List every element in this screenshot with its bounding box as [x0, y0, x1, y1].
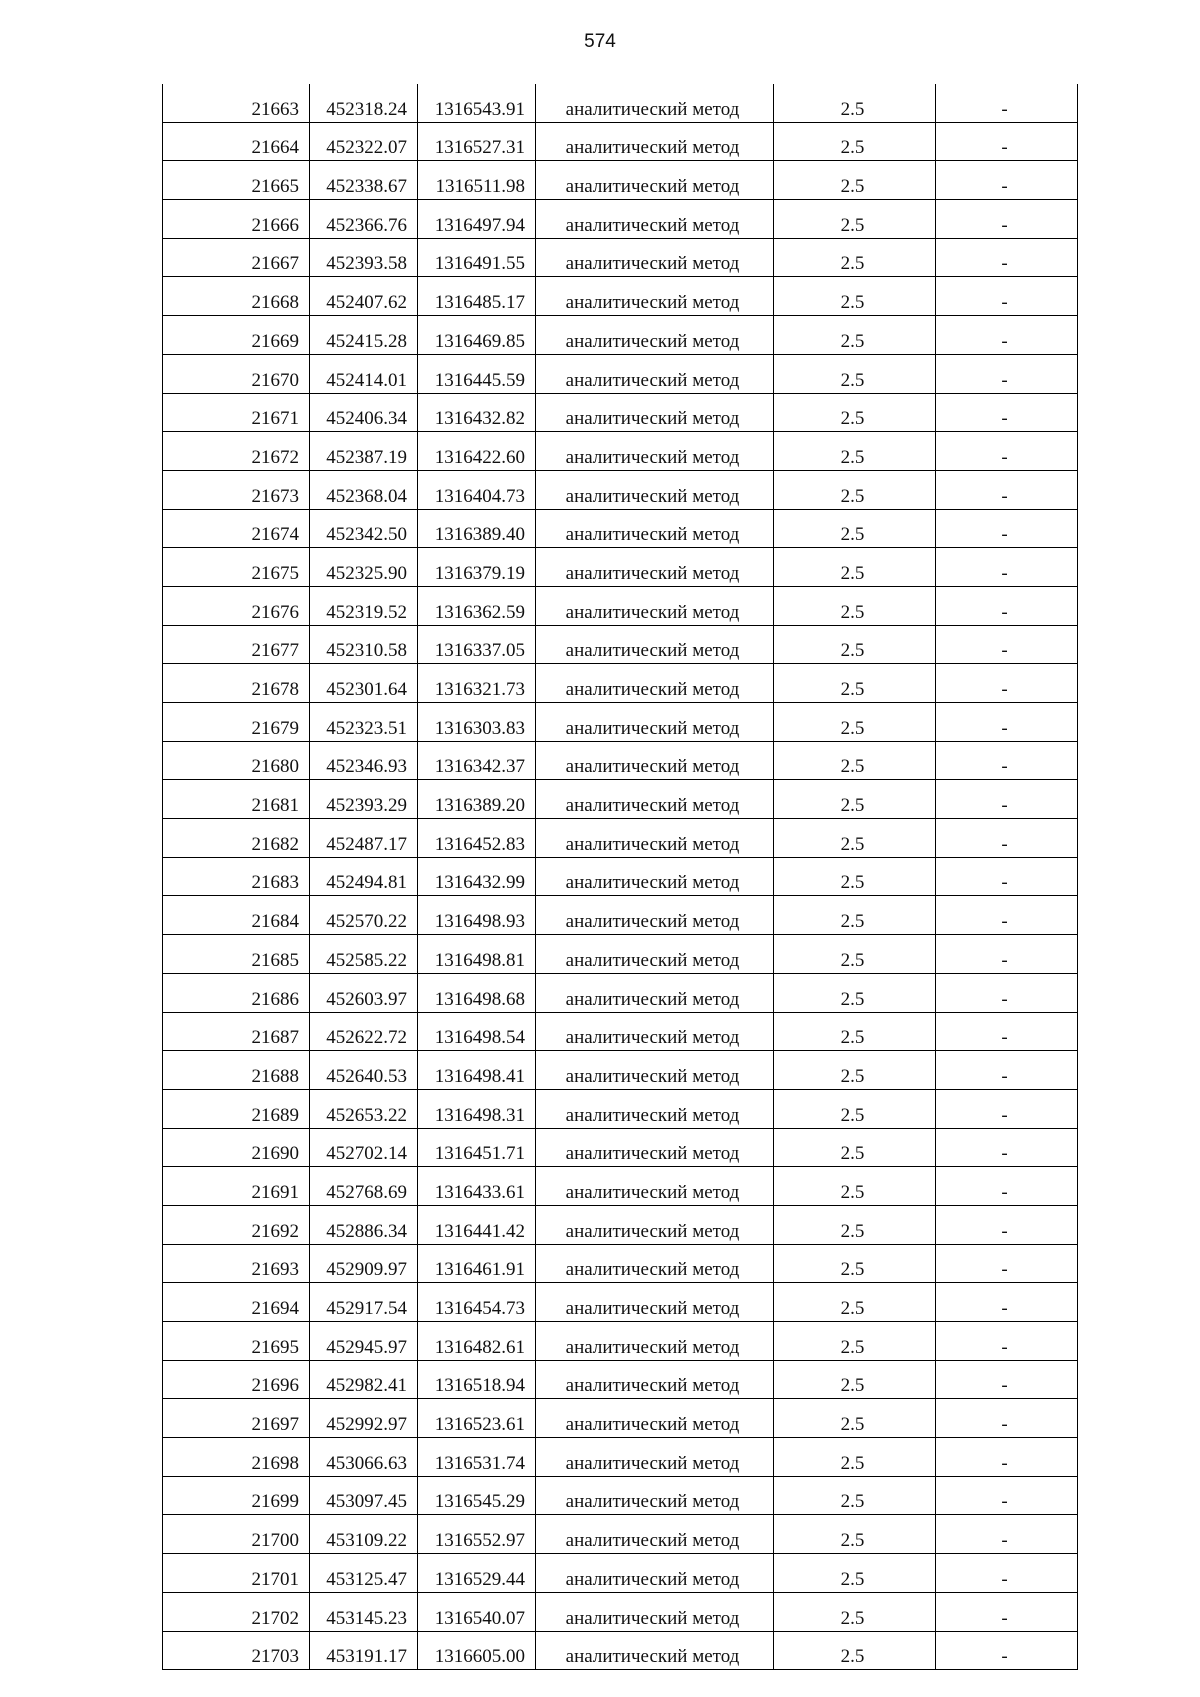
y-coordinate-cell: 1316605.00 — [418, 1631, 536, 1670]
y-coordinate-cell: 1316498.31 — [418, 1089, 536, 1128]
method-cell: аналитический метод — [536, 1592, 774, 1631]
note-cell: - — [936, 780, 1078, 819]
note-cell: - — [936, 741, 1078, 780]
table-row — [163, 1167, 1078, 1206]
x-coordinate-cell: 452415.28 — [310, 316, 418, 355]
x-coordinate-cell: 452310.58 — [310, 625, 418, 664]
point-number-cell: 21672 — [163, 432, 310, 471]
x-coordinate-cell: 452622.72 — [310, 1012, 418, 1051]
note-cell: - — [936, 1205, 1078, 1244]
method-cell: аналитический метод — [536, 1283, 774, 1322]
y-coordinate-cell: 1316389.40 — [418, 509, 536, 548]
accuracy-cell: 2.5 — [774, 1631, 936, 1670]
coordinates-table — [162, 84, 1078, 1670]
note-cell: - — [936, 625, 1078, 664]
y-coordinate-cell: 1316531.74 — [418, 1438, 536, 1477]
x-coordinate-cell: 452886.34 — [310, 1205, 418, 1244]
x-coordinate-cell: 452318.24 — [310, 84, 418, 122]
y-coordinate-cell: 1316540.07 — [418, 1592, 536, 1631]
note-cell: - — [936, 896, 1078, 935]
method-cell: аналитический метод — [536, 1554, 774, 1593]
method-cell: аналитический метод — [536, 935, 774, 974]
accuracy-cell: 2.5 — [774, 1360, 936, 1399]
table-row — [163, 1322, 1078, 1361]
note-cell: - — [936, 161, 1078, 200]
table-row — [163, 1631, 1078, 1670]
note-cell: - — [936, 277, 1078, 316]
method-cell: аналитический метод — [536, 1399, 774, 1438]
method-cell: аналитический метод — [536, 586, 774, 625]
accuracy-cell: 2.5 — [774, 161, 936, 200]
y-coordinate-cell: 1316527.31 — [418, 122, 536, 161]
note-cell: - — [936, 238, 1078, 277]
point-number-cell: 21686 — [163, 973, 310, 1012]
y-coordinate-cell: 1316452.83 — [418, 819, 536, 858]
x-coordinate-cell: 452992.97 — [310, 1399, 418, 1438]
point-number-cell: 21700 — [163, 1515, 310, 1554]
y-coordinate-cell: 1316445.59 — [418, 354, 536, 393]
method-cell: аналитический метод — [536, 1438, 774, 1477]
method-cell: аналитический метод — [536, 625, 774, 664]
x-coordinate-cell: 452323.51 — [310, 703, 418, 742]
method-cell: аналитический метод — [536, 277, 774, 316]
y-coordinate-cell: 1316529.44 — [418, 1554, 536, 1593]
point-number-cell: 21671 — [163, 393, 310, 432]
x-coordinate-cell: 452407.62 — [310, 277, 418, 316]
accuracy-cell: 2.5 — [774, 857, 936, 896]
table-row — [163, 857, 1078, 896]
x-coordinate-cell: 452387.19 — [310, 432, 418, 471]
point-number-cell: 21682 — [163, 819, 310, 858]
table-row — [163, 316, 1078, 355]
method-cell: аналитический метод — [536, 1322, 774, 1361]
method-cell: аналитический метод — [536, 1205, 774, 1244]
point-number-cell: 21674 — [163, 509, 310, 548]
accuracy-cell: 2.5 — [774, 1089, 936, 1128]
x-coordinate-cell: 452982.41 — [310, 1360, 418, 1399]
table-row — [163, 509, 1078, 548]
point-number-cell: 21702 — [163, 1592, 310, 1631]
table-row — [163, 780, 1078, 819]
accuracy-cell: 2.5 — [774, 393, 936, 432]
y-coordinate-cell: 1316498.81 — [418, 935, 536, 974]
method-cell: аналитический метод — [536, 1244, 774, 1283]
x-coordinate-cell: 452494.81 — [310, 857, 418, 896]
y-coordinate-cell: 1316485.17 — [418, 277, 536, 316]
accuracy-cell: 2.5 — [774, 200, 936, 239]
point-number-cell: 21665 — [163, 161, 310, 200]
method-cell: аналитический метод — [536, 432, 774, 471]
table-row — [163, 1051, 1078, 1090]
y-coordinate-cell: 1316433.61 — [418, 1167, 536, 1206]
table-row — [163, 277, 1078, 316]
note-cell: - — [936, 664, 1078, 703]
point-number-cell: 21688 — [163, 1051, 310, 1090]
x-coordinate-cell: 452702.14 — [310, 1128, 418, 1167]
method-cell: аналитический метод — [536, 780, 774, 819]
point-number-cell: 21687 — [163, 1012, 310, 1051]
y-coordinate-cell: 1316321.73 — [418, 664, 536, 703]
point-number-cell: 21698 — [163, 1438, 310, 1477]
point-number-cell: 21684 — [163, 896, 310, 935]
table-row — [163, 703, 1078, 742]
accuracy-cell: 2.5 — [774, 1012, 936, 1051]
y-coordinate-cell: 1316491.55 — [418, 238, 536, 277]
point-number-cell: 21673 — [163, 470, 310, 509]
note-cell: - — [936, 1360, 1078, 1399]
accuracy-cell: 2.5 — [774, 122, 936, 161]
table-row — [163, 548, 1078, 587]
point-number-cell: 21679 — [163, 703, 310, 742]
method-cell: аналитический метод — [536, 393, 774, 432]
point-number-cell: 21680 — [163, 741, 310, 780]
method-cell: аналитический метод — [536, 1051, 774, 1090]
x-coordinate-cell: 452322.07 — [310, 122, 418, 161]
note-cell: - — [936, 1399, 1078, 1438]
x-coordinate-cell: 452342.50 — [310, 509, 418, 548]
method-cell: аналитический метод — [536, 1515, 774, 1554]
note-cell: - — [936, 548, 1078, 587]
point-number-cell: 21670 — [163, 354, 310, 393]
point-number-cell: 21664 — [163, 122, 310, 161]
y-coordinate-cell: 1316432.82 — [418, 393, 536, 432]
coordinates-table-body — [163, 84, 1078, 1670]
y-coordinate-cell: 1316432.99 — [418, 857, 536, 896]
accuracy-cell: 2.5 — [774, 625, 936, 664]
table-row — [163, 393, 1078, 432]
accuracy-cell: 2.5 — [774, 238, 936, 277]
note-cell: - — [936, 1051, 1078, 1090]
x-coordinate-cell: 453109.22 — [310, 1515, 418, 1554]
note-cell: - — [936, 1167, 1078, 1206]
table-row — [163, 1128, 1078, 1167]
method-cell: аналитический метод — [536, 973, 774, 1012]
note-cell: - — [936, 122, 1078, 161]
x-coordinate-cell: 453125.47 — [310, 1554, 418, 1593]
accuracy-cell: 2.5 — [774, 1399, 936, 1438]
note-cell: - — [936, 857, 1078, 896]
x-coordinate-cell: 452346.93 — [310, 741, 418, 780]
accuracy-cell: 2.5 — [774, 586, 936, 625]
accuracy-cell: 2.5 — [774, 1244, 936, 1283]
table-row — [163, 1012, 1078, 1051]
x-coordinate-cell: 452319.52 — [310, 586, 418, 625]
x-coordinate-cell: 452414.01 — [310, 354, 418, 393]
point-number-cell: 21691 — [163, 1167, 310, 1206]
method-cell: аналитический метод — [536, 1089, 774, 1128]
y-coordinate-cell: 1316498.54 — [418, 1012, 536, 1051]
table-row — [163, 1476, 1078, 1515]
note-cell: - — [936, 354, 1078, 393]
accuracy-cell: 2.5 — [774, 973, 936, 1012]
accuracy-cell: 2.5 — [774, 1438, 936, 1477]
y-coordinate-cell: 1316545.29 — [418, 1476, 536, 1515]
point-number-cell: 21666 — [163, 200, 310, 239]
y-coordinate-cell: 1316497.94 — [418, 200, 536, 239]
note-cell: - — [936, 432, 1078, 471]
accuracy-cell: 2.5 — [774, 509, 936, 548]
note-cell: - — [936, 973, 1078, 1012]
table-row — [163, 973, 1078, 1012]
method-cell: аналитический метод — [536, 1012, 774, 1051]
y-coordinate-cell: 1316461.91 — [418, 1244, 536, 1283]
accuracy-cell: 2.5 — [774, 470, 936, 509]
x-coordinate-cell: 453191.17 — [310, 1631, 418, 1670]
method-cell: аналитический метод — [536, 1360, 774, 1399]
y-coordinate-cell: 1316337.05 — [418, 625, 536, 664]
x-coordinate-cell: 452585.22 — [310, 935, 418, 974]
table-row — [163, 1399, 1078, 1438]
table-row — [163, 200, 1078, 239]
point-number-cell: 21685 — [163, 935, 310, 974]
x-coordinate-cell: 452393.58 — [310, 238, 418, 277]
note-cell: - — [936, 509, 1078, 548]
note-cell: - — [936, 1515, 1078, 1554]
table-row — [163, 1592, 1078, 1631]
note-cell: - — [936, 1554, 1078, 1593]
y-coordinate-cell: 1316552.97 — [418, 1515, 536, 1554]
y-coordinate-cell: 1316379.19 — [418, 548, 536, 587]
method-cell: аналитический метод — [536, 857, 774, 896]
accuracy-cell: 2.5 — [774, 432, 936, 471]
x-coordinate-cell: 452603.97 — [310, 973, 418, 1012]
x-coordinate-cell: 452917.54 — [310, 1283, 418, 1322]
table-row — [163, 1438, 1078, 1477]
method-cell: аналитический метод — [536, 200, 774, 239]
table-row — [163, 238, 1078, 277]
point-number-cell: 21690 — [163, 1128, 310, 1167]
y-coordinate-cell: 1316498.93 — [418, 896, 536, 935]
y-coordinate-cell: 1316441.42 — [418, 1205, 536, 1244]
accuracy-cell: 2.5 — [774, 741, 936, 780]
table-row — [163, 1360, 1078, 1399]
y-coordinate-cell: 1316518.94 — [418, 1360, 536, 1399]
table-row — [163, 586, 1078, 625]
y-coordinate-cell: 1316498.68 — [418, 973, 536, 1012]
y-coordinate-cell: 1316469.85 — [418, 316, 536, 355]
accuracy-cell: 2.5 — [774, 1051, 936, 1090]
table-row — [163, 625, 1078, 664]
y-coordinate-cell: 1316454.73 — [418, 1283, 536, 1322]
accuracy-cell: 2.5 — [774, 1322, 936, 1361]
method-cell: аналитический метод — [536, 161, 774, 200]
table-row — [163, 470, 1078, 509]
x-coordinate-cell: 452653.22 — [310, 1089, 418, 1128]
point-number-cell: 21696 — [163, 1360, 310, 1399]
x-coordinate-cell: 453145.23 — [310, 1592, 418, 1631]
note-cell: - — [936, 1128, 1078, 1167]
method-cell: аналитический метод — [536, 1167, 774, 1206]
accuracy-cell: 2.5 — [774, 1554, 936, 1593]
table-row — [163, 1554, 1078, 1593]
table-row — [163, 664, 1078, 703]
x-coordinate-cell: 452393.29 — [310, 780, 418, 819]
table-row — [163, 84, 1078, 122]
method-cell: аналитический метод — [536, 470, 774, 509]
point-number-cell: 21667 — [163, 238, 310, 277]
method-cell: аналитический метод — [536, 1631, 774, 1670]
point-number-cell: 21683 — [163, 857, 310, 896]
note-cell: - — [936, 470, 1078, 509]
x-coordinate-cell: 453066.63 — [310, 1438, 418, 1477]
note-cell: - — [936, 1244, 1078, 1283]
accuracy-cell: 2.5 — [774, 1476, 936, 1515]
x-coordinate-cell: 453097.45 — [310, 1476, 418, 1515]
accuracy-cell: 2.5 — [774, 1205, 936, 1244]
note-cell: - — [936, 200, 1078, 239]
point-number-cell: 21675 — [163, 548, 310, 587]
accuracy-cell: 2.5 — [774, 703, 936, 742]
table-row — [163, 122, 1078, 161]
point-number-cell: 21692 — [163, 1205, 310, 1244]
accuracy-cell: 2.5 — [774, 935, 936, 974]
table-row — [163, 741, 1078, 780]
accuracy-cell: 2.5 — [774, 1592, 936, 1631]
point-number-cell: 21668 — [163, 277, 310, 316]
table-row — [163, 1089, 1078, 1128]
x-coordinate-cell: 452406.34 — [310, 393, 418, 432]
note-cell: - — [936, 819, 1078, 858]
method-cell: аналитический метод — [536, 238, 774, 277]
x-coordinate-cell: 452909.97 — [310, 1244, 418, 1283]
method-cell: аналитический метод — [536, 84, 774, 122]
y-coordinate-cell: 1316422.60 — [418, 432, 536, 471]
accuracy-cell: 2.5 — [774, 819, 936, 858]
method-cell: аналитический метод — [536, 509, 774, 548]
note-cell: - — [936, 1631, 1078, 1670]
method-cell: аналитический метод — [536, 896, 774, 935]
accuracy-cell: 2.5 — [774, 1128, 936, 1167]
note-cell: - — [936, 316, 1078, 355]
method-cell: аналитический метод — [536, 819, 774, 858]
x-coordinate-cell: 452368.04 — [310, 470, 418, 509]
x-coordinate-cell: 452640.53 — [310, 1051, 418, 1090]
table-row — [163, 819, 1078, 858]
method-cell: аналитический метод — [536, 664, 774, 703]
method-cell: аналитический метод — [536, 316, 774, 355]
table-row — [163, 354, 1078, 393]
accuracy-cell: 2.5 — [774, 354, 936, 393]
page-number: 574 — [584, 31, 616, 52]
point-number-cell: 21689 — [163, 1089, 310, 1128]
point-number-cell: 21697 — [163, 1399, 310, 1438]
y-coordinate-cell: 1316389.20 — [418, 780, 536, 819]
note-cell: - — [936, 703, 1078, 742]
method-cell: аналитический метод — [536, 1476, 774, 1515]
table-row — [163, 935, 1078, 974]
note-cell: - — [936, 1322, 1078, 1361]
method-cell: аналитический метод — [536, 548, 774, 587]
x-coordinate-cell: 452768.69 — [310, 1167, 418, 1206]
accuracy-cell: 2.5 — [774, 1283, 936, 1322]
accuracy-cell: 2.5 — [774, 277, 936, 316]
point-number-cell: 21663 — [163, 84, 310, 122]
point-number-cell: 21677 — [163, 625, 310, 664]
note-cell: - — [936, 1592, 1078, 1631]
x-coordinate-cell: 452570.22 — [310, 896, 418, 935]
table-row — [163, 1205, 1078, 1244]
note-cell: - — [936, 586, 1078, 625]
note-cell: - — [936, 935, 1078, 974]
point-number-cell: 21693 — [163, 1244, 310, 1283]
table-row — [163, 1283, 1078, 1322]
y-coordinate-cell: 1316362.59 — [418, 586, 536, 625]
y-coordinate-cell: 1316511.98 — [418, 161, 536, 200]
table-row — [163, 1515, 1078, 1554]
table-row — [163, 896, 1078, 935]
method-cell: аналитический метод — [536, 122, 774, 161]
point-number-cell: 21669 — [163, 316, 310, 355]
y-coordinate-cell: 1316303.83 — [418, 703, 536, 742]
table-row — [163, 1244, 1078, 1283]
note-cell: - — [936, 1438, 1078, 1477]
table-row — [163, 432, 1078, 471]
table-row — [163, 161, 1078, 200]
point-number-cell: 21701 — [163, 1554, 310, 1593]
x-coordinate-cell: 452301.64 — [310, 664, 418, 703]
y-coordinate-cell: 1316482.61 — [418, 1322, 536, 1361]
method-cell: аналитический метод — [536, 741, 774, 780]
accuracy-cell: 2.5 — [774, 896, 936, 935]
x-coordinate-cell: 452945.97 — [310, 1322, 418, 1361]
accuracy-cell: 2.5 — [774, 548, 936, 587]
point-number-cell: 21694 — [163, 1283, 310, 1322]
method-cell: аналитический метод — [536, 703, 774, 742]
y-coordinate-cell: 1316523.61 — [418, 1399, 536, 1438]
x-coordinate-cell: 452366.76 — [310, 200, 418, 239]
accuracy-cell: 2.5 — [774, 84, 936, 122]
accuracy-cell: 2.5 — [774, 1167, 936, 1206]
accuracy-cell: 2.5 — [774, 1515, 936, 1554]
point-number-cell: 21695 — [163, 1322, 310, 1361]
method-cell: аналитический метод — [536, 1128, 774, 1167]
accuracy-cell: 2.5 — [774, 780, 936, 819]
method-cell: аналитический метод — [536, 354, 774, 393]
point-number-cell: 21676 — [163, 586, 310, 625]
accuracy-cell: 2.5 — [774, 316, 936, 355]
note-cell: - — [936, 1089, 1078, 1128]
point-number-cell: 21703 — [163, 1631, 310, 1670]
x-coordinate-cell: 452325.90 — [310, 548, 418, 587]
accuracy-cell: 2.5 — [774, 664, 936, 703]
note-cell: - — [936, 1476, 1078, 1515]
note-cell: - — [936, 393, 1078, 432]
point-number-cell: 21681 — [163, 780, 310, 819]
x-coordinate-cell: 452338.67 — [310, 161, 418, 200]
note-cell: - — [936, 84, 1078, 122]
y-coordinate-cell: 1316543.91 — [418, 84, 536, 122]
y-coordinate-cell: 1316404.73 — [418, 470, 536, 509]
y-coordinate-cell: 1316498.41 — [418, 1051, 536, 1090]
note-cell: - — [936, 1283, 1078, 1322]
point-number-cell: 21678 — [163, 664, 310, 703]
y-coordinate-cell: 1316451.71 — [418, 1128, 536, 1167]
x-coordinate-cell: 452487.17 — [310, 819, 418, 858]
y-coordinate-cell: 1316342.37 — [418, 741, 536, 780]
note-cell: - — [936, 1012, 1078, 1051]
point-number-cell: 21699 — [163, 1476, 310, 1515]
